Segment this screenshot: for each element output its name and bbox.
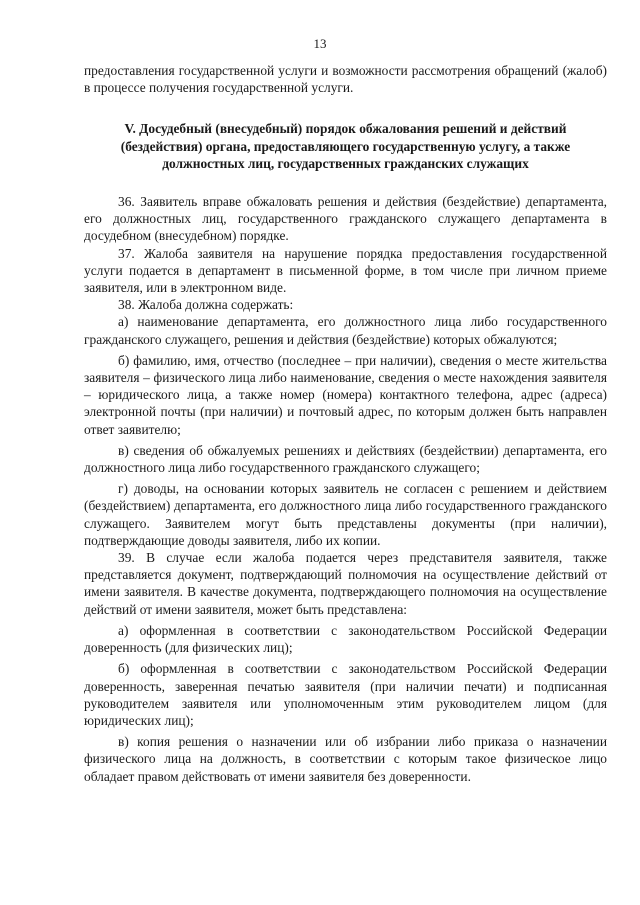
paragraph-38: 38. Жалоба должна содержать: bbox=[118, 297, 294, 313]
paragraph-39: 39. В случае если жалоба подается через представителя заявителя, также представляется документ, подтверждающий полномочия на осуществление действий от имени заявителя. В качестве документа, подтверждающего полномочия на осуществление действий от имени заявителя, может быть представлена: bbox=[84, 550, 607, 617]
document-body bbox=[84, 62, 607, 785]
paragraph-38-a: а) наименование департамента, его должностного лица либо государственного гражданского служащего, решения и действия (бездействие) которых обжалуются; bbox=[84, 314, 607, 347]
paragraph-38-g: г) доводы, на основании которых заявитель не согласен с решением и действием (бездействием) департамента, его должностного лица либо государственного гражданского служащего. Заявителем могут быть представлены документы (при наличии), подтверждающие доводы заявителя, либо их копии. bbox=[84, 481, 607, 548]
paragraph-39-b: б) оформленная в соответствии с законодательством Российской Федерации доверенность, заверенная печатью заявителя (при наличии печати) и подписанная руководителем заявителя или уполномоченным этим руководителем лицом (для юридических лиц); bbox=[84, 661, 607, 728]
paragraph-38-b: б) фамилию, имя, отчество (последнее – при наличии), сведения о месте жительства заявителя – физического лица либо наименование, сведения о месте нахождения заявителя – юридического лица, а также номер (номера) контактного телефона, адрес (адреса) электронной почты (при наличии) и почтовый адрес, по которым должен быть направлен ответ заявителю; bbox=[84, 352, 607, 437]
paragraph-39-a: а) оформленная в соответствии с законодательством Российской Федерации доверенность (для физических лиц); bbox=[84, 622, 607, 656]
paragraph-39-v: в) копия решения о назначении или об избрании либо приказа о назначении физического лица на должность, в соответствии с которым такое физическое лицо обладает правом действовать от имени заявителя без доверенности. bbox=[84, 734, 607, 784]
intro-paragraph: предоставления государственной услуги и возможности рассмотрения обращений (жалоб) в процессе получения государственной услуги. bbox=[84, 63, 607, 96]
paragraph-36: 36. Заявитель вправе обжаловать решения и действия (бездействие) департамента, его должностных лиц, государственного гражданского служащего департамента в досудебном (внесудебном) порядке. bbox=[84, 194, 607, 244]
section-heading: V. Досудебный (внесудебный) порядок обжалования решений и действий (бездействия) органа, предоставляющего государственную услугу, а также должностных лиц, государственных гражданских служащих bbox=[120, 121, 571, 171]
paragraph-37: 37. Жалоба заявителя на нарушение порядка предоставления государственной услуги подается в департамент в письменной форме, в том числе при личном приеме заявителя, или в электронном виде. bbox=[84, 245, 607, 296]
paragraph-38-v: в) сведения об обжалуемых решениях и действиях (бездействии) департамента, его должностного лица либо государственного гражданского служащего; bbox=[84, 442, 607, 476]
page-number: 13 bbox=[313, 36, 327, 51]
